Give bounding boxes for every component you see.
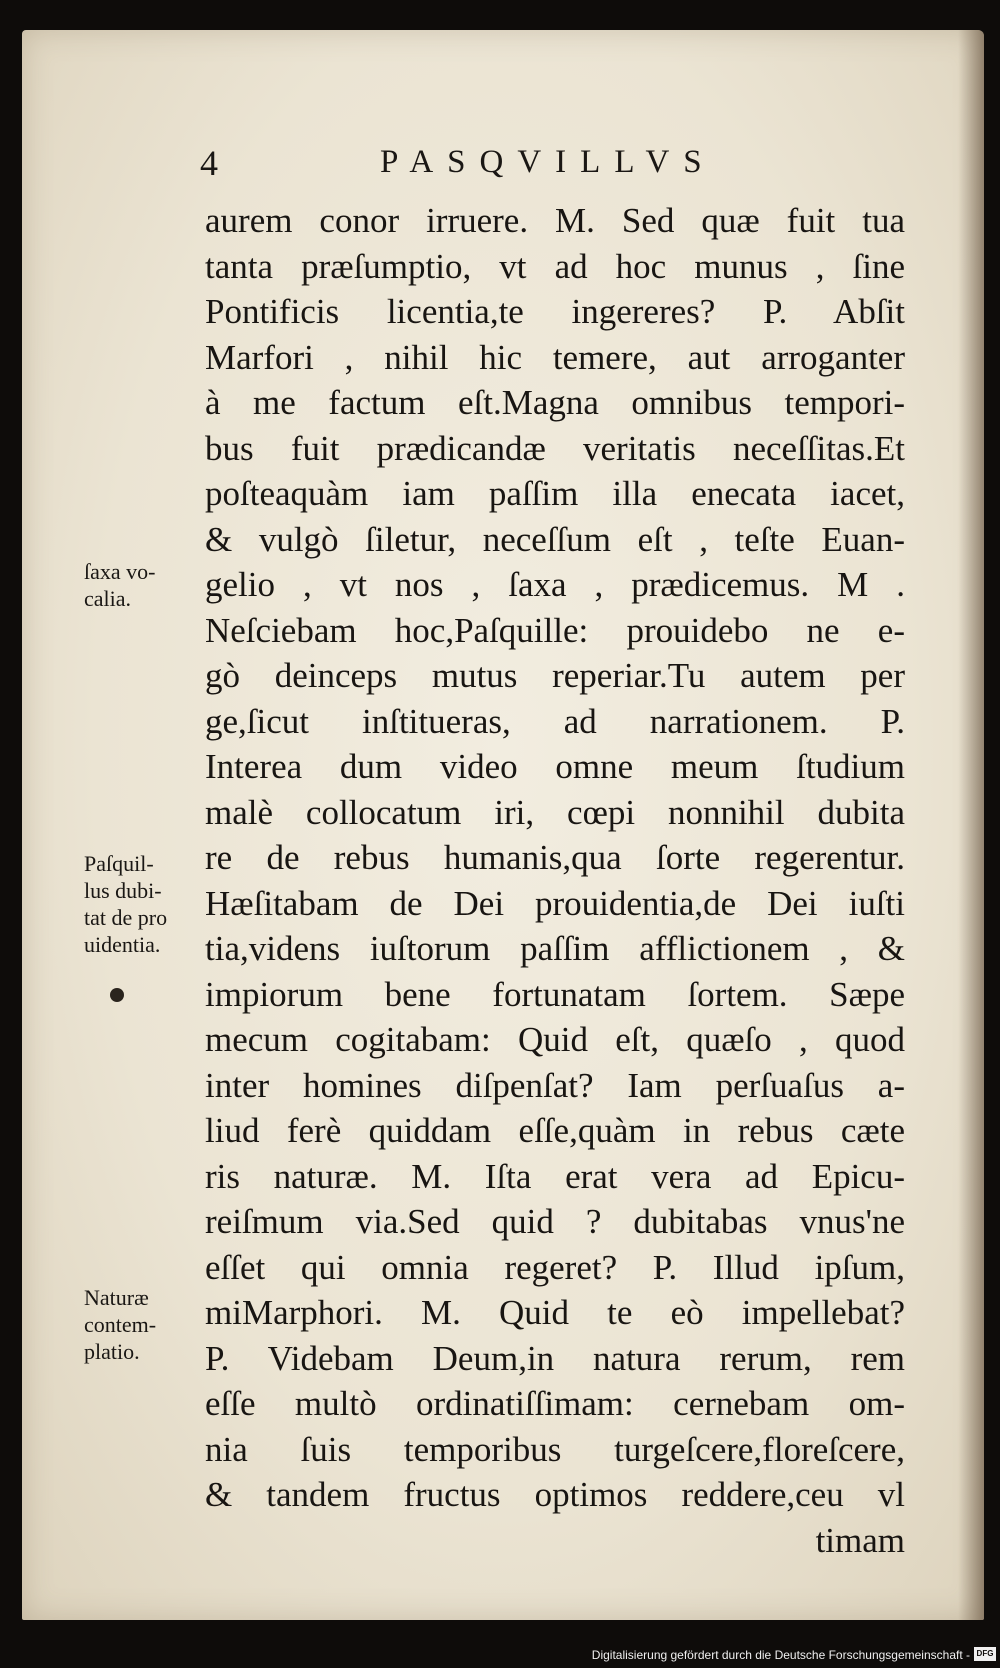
marginal-note-naturae-contemplatio [84, 1284, 214, 1365]
page-number: 4 [200, 143, 218, 183]
marginal-note-line: uidentia. [84, 932, 161, 957]
book-page [22, 30, 984, 1620]
dfg-logo: DFG [974, 1647, 996, 1661]
text-line: à me factum eſt.Magna omnibus tempori- [205, 383, 905, 422]
text-line: bus fuit prædicandæ veritatis neceſſitas.Et [205, 428, 905, 468]
text-line: liud ferè quiddam eſſe,quàm in rebus cæte [205, 1111, 905, 1150]
text-line: reiſmum via.Sed quid ? dubitabas vnus'ne [205, 1202, 905, 1241]
text-line: re de rebus humanis,qua ſorte regerentur. [205, 838, 905, 877]
text-line: ris naturæ. M. Iſta erat vera ad Epicu- [205, 1156, 905, 1196]
text-line: & vulgò ſiletur, neceſſum eſt , teſte Euan- [205, 519, 905, 559]
text-line: miMarphori. M. Quid te eò impellebat? [205, 1293, 905, 1332]
text-line: ge,ſicut inſtitueras, ad narrationem. P. [205, 701, 905, 741]
catchword: timam [815, 1520, 905, 1560]
text-line: eſſet qui omnia regeret? P. Illud ipſum, [205, 1247, 905, 1287]
marginal-note-line: platio. [84, 1339, 140, 1364]
marginal-note-pasquillus-dubitat [84, 850, 214, 958]
text-line: mecum cogitabam: Quid eſt, quæſo , quod [205, 1020, 905, 1059]
text-line: malè collocatum iri, cœpi nonnihil dubita [205, 792, 905, 832]
text-line: Neſciebam hoc,Paſquille: prouidebo ne e- [205, 610, 905, 650]
marginal-note-line: Paſquil- [84, 851, 154, 876]
marginal-note-line: Naturæ [84, 1285, 149, 1310]
text-line: tia,videns iuſtorum paſſim afflictionem , & [205, 929, 905, 968]
text-line: & tandem fructus optimos reddere,ceu vl [205, 1475, 905, 1514]
running-title: PASQVILLVS [380, 144, 716, 180]
marginal-note-line: lus dubi- [84, 878, 162, 903]
text-line: gelio , vt nos , ſaxa , prædicemus. M . [205, 565, 905, 604]
text-line: aurem conor irruere. M. Sed quæ fuit tua [205, 201, 905, 240]
main-text-block [205, 198, 905, 1563]
ink-blot [110, 988, 124, 1002]
marginal-note-line: ſaxa vo- [84, 559, 156, 584]
marginal-note-line: contem- [84, 1312, 157, 1337]
text-line: Hæſitabam de Dei prouidentia,de Dei iuſti [205, 883, 905, 923]
marginal-note-line: tat de pro [84, 905, 168, 930]
text-line: poſteaquàm iam paſſim illa enecata iacet, [205, 474, 905, 513]
running-head [200, 142, 760, 188]
text-line: eſſe multò ordinatiſſimam: cernebam om- [205, 1384, 905, 1423]
marginal-note-line: calia. [84, 586, 132, 611]
text-line: inter homines diſpenſat? Iam perſuaſus a- [205, 1065, 905, 1105]
text-line: Pontificis licentia,te ingereres? P. Abſit [205, 292, 905, 331]
text-line: Marfori , nihil hic temere, aut arroganter [205, 337, 905, 377]
text-line: P. Videbam Deum,in natura rerum, rem [205, 1338, 905, 1378]
page-gutter-shadow [958, 30, 984, 1620]
text-line: impiorum bene fortunatam ſortem. Sæpe [205, 974, 905, 1014]
marginal-note-saxa-vocalia [84, 558, 214, 612]
text-line: gò deinceps mutus reperiar.Tu autem per [205, 656, 905, 695]
text-line: nia ſuis temporibus turgeſcere,floreſcere, [205, 1429, 905, 1469]
text-line: Interea dum video omne meum ſtudium [205, 747, 905, 786]
funding-credit: Digitalisierung gefördert durch die Deutsche Forschungsgemeinschaft - [591, 1648, 970, 1662]
text-line: tanta præſumptio, vt ad hoc munus , ſine [205, 246, 905, 286]
digitization-footer [0, 1644, 1000, 1668]
